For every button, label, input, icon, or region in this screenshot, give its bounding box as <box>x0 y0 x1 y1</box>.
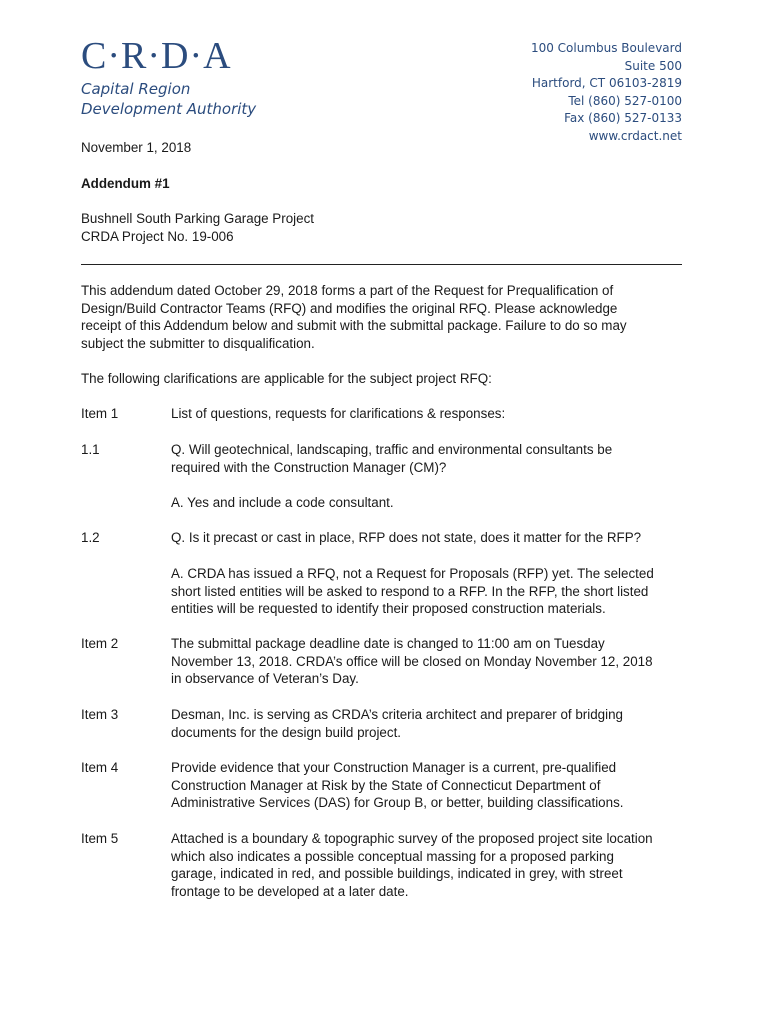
intro-line: subject the submitter to disqualification. <box>81 335 315 351</box>
item-line: A. Yes and include a code consultant. <box>171 495 394 510</box>
item-line: Desman, Inc. is serving as CRDA’s criteria architect and preparer of bridging <box>171 707 623 722</box>
intro-line: receipt of this Addendum below and submit with the submittal package. Failure to do so may <box>81 318 627 334</box>
item-body <box>171 635 691 688</box>
address-website[interactable]: www.crdact.net <box>588 128 682 143</box>
item-body <box>171 565 691 618</box>
item-line: Q. Is it precast or cast in place, RFP does not state, does it matter for the RFP? <box>171 530 642 545</box>
item-body <box>171 706 691 741</box>
address-suite: Suite 500 <box>624 58 682 73</box>
addendum-title: Addendum #1 <box>81 176 170 191</box>
org-name-line2: Development Authority <box>81 100 257 118</box>
item-label: Item 1 <box>81 406 119 421</box>
item-line: garage, indicated in red, and possible buildings, indicated in grey, with street <box>171 866 623 882</box>
item-line: The submittal package deadline date is changed to 11:00 am on Tuesday <box>171 636 605 651</box>
item-body <box>171 494 691 512</box>
crda-logo-mark: C·R·D·A <box>81 35 232 77</box>
crda-logo <box>81 36 256 119</box>
item-line: frontage to be developed at a later date. <box>171 883 409 899</box>
item-line: documents for the design build project. <box>171 724 402 740</box>
item-line: Administrative Services (DAS) for Group B, or better, building classifications. <box>171 795 624 811</box>
letter-date: November 1, 2018 <box>81 140 192 155</box>
item-label: 1.1 <box>81 442 100 457</box>
intro-paragraph <box>81 282 691 352</box>
clarifications-intro: The following clarifications are applicable for the subject project RFQ: <box>81 371 492 386</box>
item-body <box>171 759 691 812</box>
item-label: Item 4 <box>81 760 119 775</box>
address-city: Hartford, CT 06103-2819 <box>531 76 682 91</box>
item-line: required with the Construction Manager (CM)? <box>171 459 447 475</box>
item-line: November 13, 2018. CRDA’s office will be closed on Monday November 12, 2018 <box>171 653 653 669</box>
address-street: 100 Columbus Boulevard <box>530 41 682 55</box>
intro-line: This addendum dated October 29, 2018 forms a part of the Request for Prequalification of <box>81 283 614 298</box>
item-line: in observance of Veteran’s Day. <box>171 671 359 687</box>
item-label: Item 3 <box>81 707 119 722</box>
item-line: Provide evidence that your Construction Manager is a current, pre-qualified <box>171 760 617 775</box>
intro-line: Design/Build Contractor Teams (RFQ) and modifies the original RFQ. Please acknowledge <box>81 300 618 316</box>
item-line: Attached is a boundary & topographic survey of the proposed project site location <box>171 831 653 846</box>
project-number: CRDA Project No. 19-006 <box>81 229 234 244</box>
address-fax: Fax (860) 527-0133 <box>564 111 682 126</box>
item-line: which also indicates a possible conceptual massing for a proposed parking <box>171 848 614 864</box>
header-divider <box>81 264 682 265</box>
item-label: Item 2 <box>81 636 119 651</box>
item-line: entities will be requested to identify their proposed construction materials. <box>171 601 606 617</box>
item-line: List of questions, requests for clarifications & responses: <box>171 406 506 421</box>
address-block <box>531 40 682 146</box>
item-line: A. CRDA has issued a RFQ, not a Request for Proposals (RFP) yet. The selected <box>171 566 654 581</box>
project-name: Bushnell South Parking Garage Project <box>81 211 314 226</box>
item-line: short listed entities will be asked to respond to a RFP. In the RFP, the short listed <box>171 583 649 599</box>
org-name-line1: Capital Region <box>81 80 191 98</box>
item-body <box>171 441 691 476</box>
address-tel: Tel (860) 527-0100 <box>568 93 682 108</box>
item-line: Construction Manager at Risk by the State of Connecticut Department of <box>171 777 601 793</box>
item-label: Item 5 <box>81 831 119 846</box>
item-body <box>171 405 691 423</box>
item-body <box>171 529 691 547</box>
item-label: 1.2 <box>81 530 100 545</box>
item-line: Q. Will geotechnical, landscaping, traffic and environmental consultants be <box>171 442 613 457</box>
item-body <box>171 830 691 900</box>
